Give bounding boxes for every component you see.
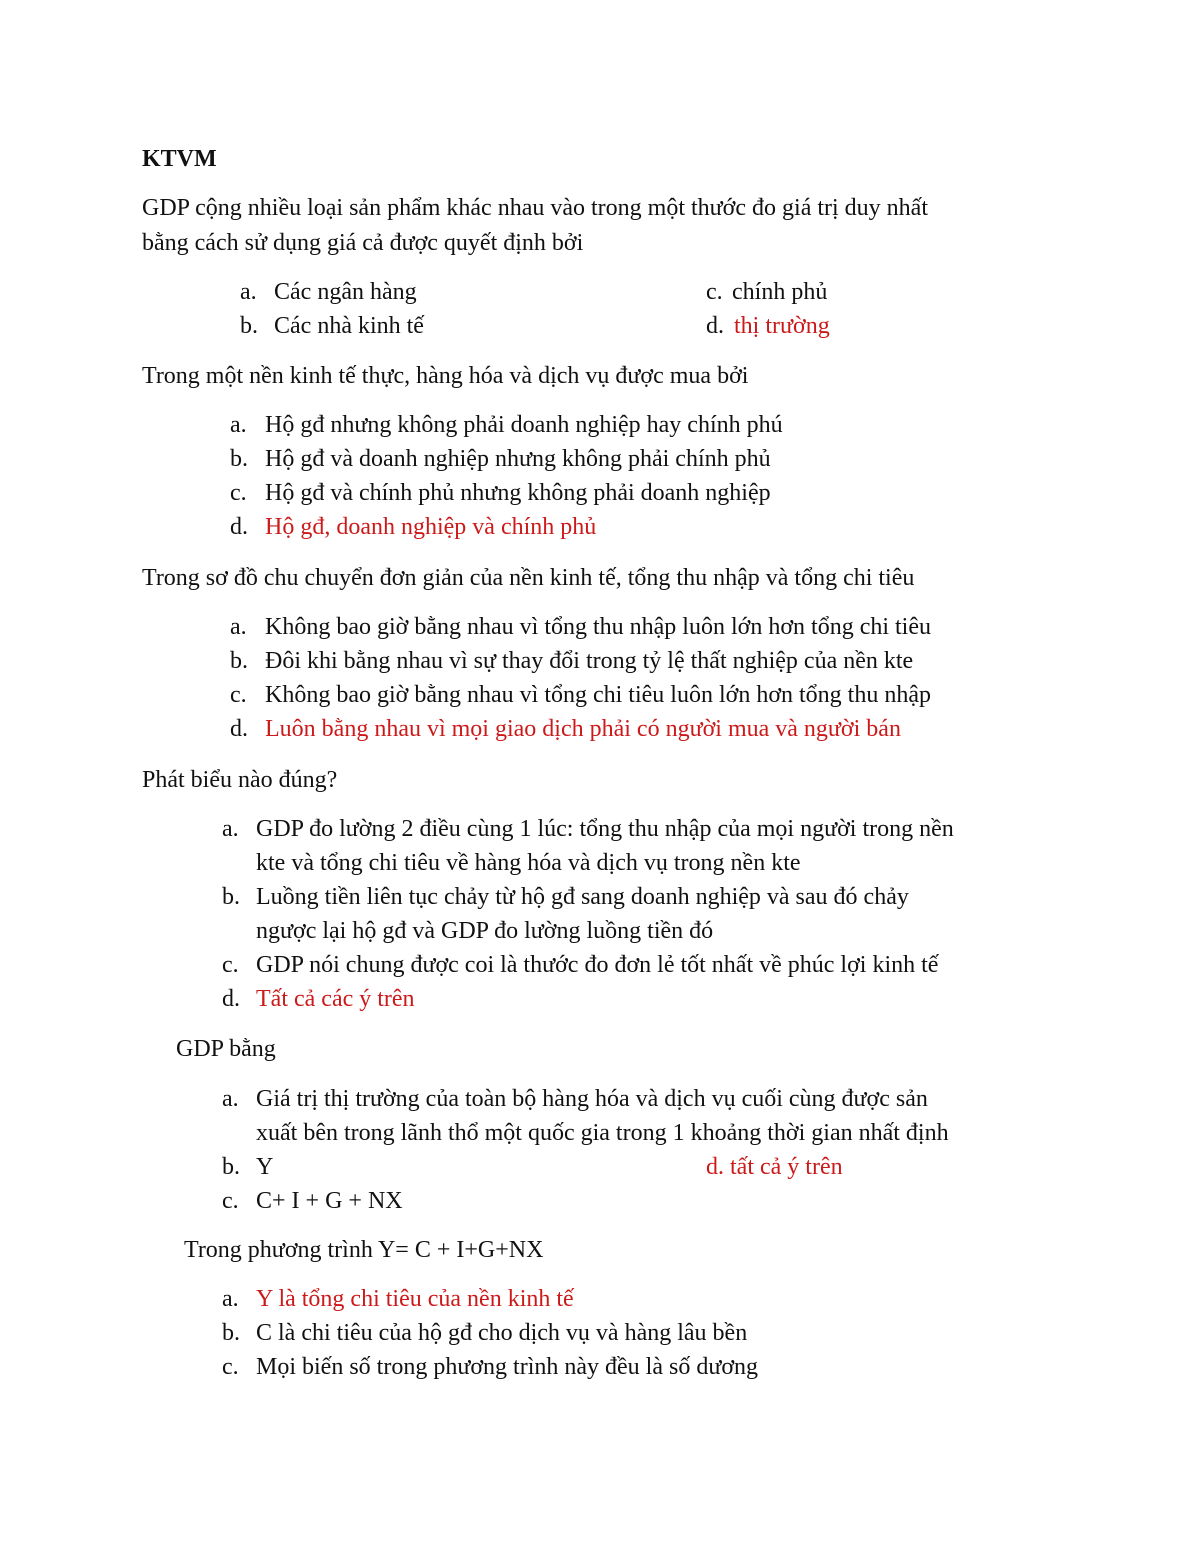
option-text-correct: Y là tổng chi tiêu của nền kinh tế	[256, 1286, 574, 1312]
option-label: a.	[230, 614, 247, 640]
option-label: d.	[222, 986, 240, 1012]
option-text: Mọi biến số trong phương trình này đều là số dương	[256, 1354, 759, 1380]
option-text: C là chi tiêu của hộ gđ cho dịch vụ và hàng lâu bền	[256, 1320, 748, 1346]
option-label: b.	[222, 1154, 240, 1180]
option-label: b.	[230, 446, 248, 472]
option-text-line-1: Luồng tiền liên tục chảy từ hộ gđ sang doanh nghiệp và sau đó chảy	[256, 884, 909, 910]
option-text: Y	[256, 1154, 274, 1180]
option-label: a.	[222, 1086, 239, 1112]
option-text: Các ngân hàng	[274, 279, 417, 305]
option-text: Không bao giờ bằng nhau vì tổng thu nhập luôn lớn hơn tổng chi tiêu	[265, 614, 931, 640]
option-text: Hộ gđ và chính phủ nhưng không phải doanh nghiệp	[265, 480, 771, 506]
option-text: Không bao giờ bằng nhau vì tổng chi tiêu luôn lớn hơn tổng thu nhập	[265, 682, 931, 708]
option-label: c.	[222, 1354, 239, 1380]
option-text: Đôi khi bằng nhau vì sự thay đổi trong tỷ lệ thất nghiệp của nền kte	[265, 648, 914, 674]
option-text-line-2: kte và tổng chi tiêu về hàng hóa và dịch vụ trong nền kte	[256, 850, 801, 876]
option-text-line-1: GDP đo lường 2 điều cùng 1 lúc: tổng thu nhập của mọi người trong nền	[256, 816, 954, 842]
option-label: a.	[240, 279, 257, 305]
option-label: d.	[706, 313, 724, 339]
option-label: d.	[230, 716, 248, 742]
option-text-correct: thị trường	[734, 313, 830, 339]
option-text-correct: Tất cả các ý trên	[256, 986, 415, 1012]
question-4-text: Phát biểu nào đúng?	[142, 767, 338, 793]
option-label: b.	[222, 884, 240, 910]
option-text-correct: Hộ gđ, doanh nghiệp và chính phủ	[265, 514, 597, 540]
option-text-line-1: Giá trị thị trường của toàn bộ hàng hóa và dịch vụ cuối cùng được sản	[256, 1086, 928, 1112]
question-5-text: GDP bằng	[176, 1036, 276, 1062]
option-text: Hộ gđ và doanh nghiệp nhưng không phải chính phủ	[265, 446, 771, 472]
question-1-text-line-1: GDP cộng nhiều loại sản phẩm khác nhau vào trong một thước đo giá trị duy nhất	[142, 195, 928, 221]
option-text-line-2: ngược lại hộ gđ và GDP đo lường luồng tiền đó	[256, 918, 714, 944]
option-text: chính phủ	[732, 279, 828, 305]
option-text: C+ I + G + NX	[256, 1188, 403, 1214]
option-label: a.	[222, 1286, 239, 1312]
option-label: b.	[240, 313, 258, 339]
option-label: c.	[222, 952, 239, 978]
option-text: Các nhà kinh tế	[274, 313, 424, 339]
option-label: b.	[222, 1320, 240, 1346]
option-text-line-2: xuất bên trong lãnh thổ một quốc gia trong 1 khoảng thời gian nhất định	[256, 1120, 949, 1146]
option-label: a.	[230, 412, 247, 438]
question-1-text-line-2: bằng cách sử dụng giá cả được quyết định bởi	[142, 230, 584, 256]
option-label: d.	[230, 514, 248, 540]
option-text: GDP nói chung được coi là thước đo đơn lẻ tốt nhất về phúc lợi kinh tế	[256, 952, 939, 978]
question-3-text: Trong sơ đồ chu chuyển đơn giản của nền kinh tế, tổng thu nhập và tổng chi tiêu	[142, 565, 915, 591]
option-label: c.	[706, 279, 723, 305]
option-label: a.	[222, 816, 239, 842]
document-title: KTVM	[142, 146, 217, 172]
option-label: b.	[230, 648, 248, 674]
option-text-correct: Luôn bằng nhau vì mọi giao dịch phải có người mua và người bán	[265, 716, 901, 742]
option-label: c.	[230, 682, 247, 708]
option-label: c.	[230, 480, 247, 506]
option-text: Hộ gđ nhưng không phải doanh nghiệp hay chính phú	[265, 412, 783, 438]
option-text-correct: d. tất cả ý trên	[706, 1154, 843, 1180]
question-6-text: Trong phương trình Y= C + I+G+NX	[184, 1237, 544, 1263]
question-2-text: Trong một nền kinh tế thực, hàng hóa và dịch vụ được mua bởi	[142, 363, 749, 389]
option-label: c.	[222, 1188, 239, 1214]
